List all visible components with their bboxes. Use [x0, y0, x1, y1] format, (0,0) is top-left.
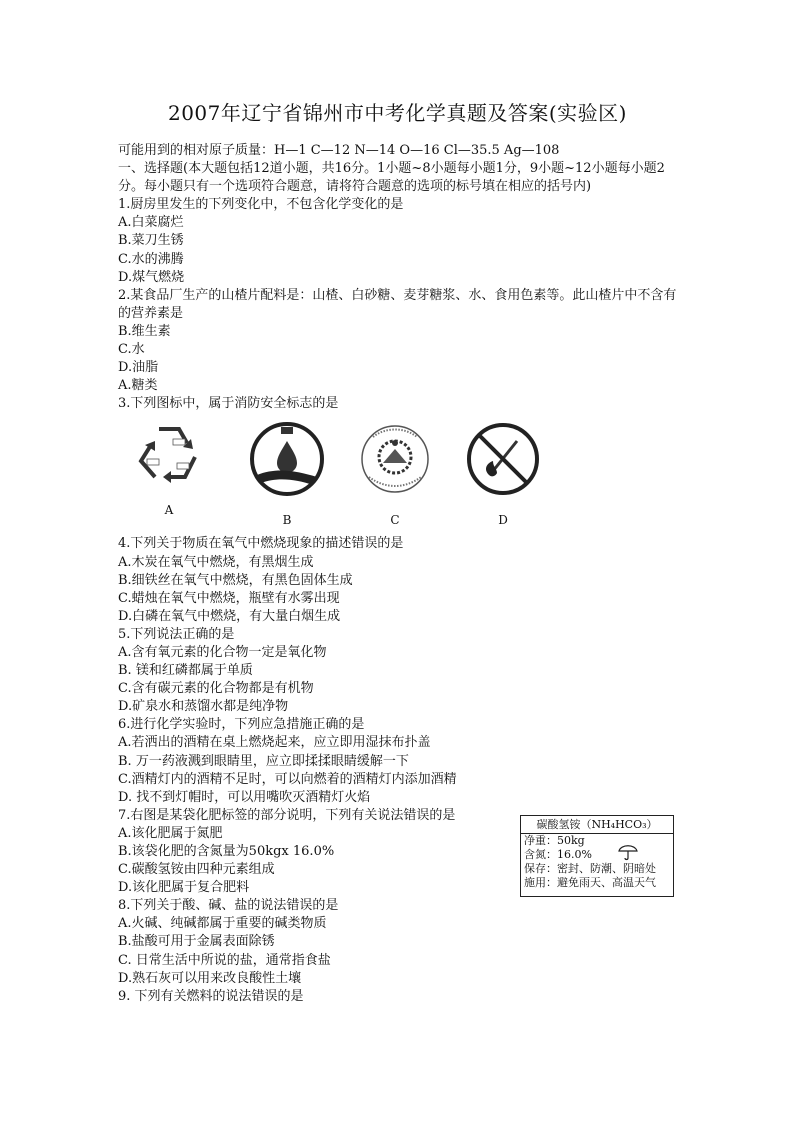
- q3-stem: 3.下列图标中，属于消防安全标志的是: [118, 396, 339, 412]
- q1-option-c: C.水的沸腾: [118, 251, 184, 267]
- q3-icon-label-b: B: [282, 513, 292, 528]
- q8-option-c: C. 日常生活中所说的盐，通常指食盐: [118, 952, 331, 968]
- q7-option-d: D.该化肥属于复合肥料: [118, 880, 250, 896]
- q3-icon-label-a: A: [164, 503, 174, 518]
- fertilizer-label: [520, 815, 674, 897]
- q7-option-a: A.该化肥属于氮肥: [118, 825, 223, 841]
- fertilizer-label-row: 施用：避免雨天、高温天气: [524, 876, 656, 889]
- q8-option-d: D.熟石灰可以用来改良酸性土壤: [118, 970, 302, 986]
- q4-option-d: D.白磷在氧气中燃烧，有大量白烟生成: [118, 608, 341, 624]
- q5-stem: 5.下列说法正确的是: [118, 626, 235, 642]
- q2-option-c: C.水: [118, 342, 145, 358]
- recycle-icon: [129, 419, 209, 489]
- q3-icon-d: [458, 419, 548, 529]
- q7-option-b: B.该袋化肥的含氮量为50kgx 16.0%: [118, 844, 335, 859]
- q1-option-a: A.白菜腐烂: [118, 215, 184, 231]
- q4-option-b: B.细铁丝在氧气中燃烧，有黑色固体生成: [118, 572, 353, 588]
- q5-option-d: D.矿泉水和蒸馏水都是纯净物: [118, 699, 289, 715]
- q3-icon-label-c: C: [390, 513, 400, 528]
- q8-stem: 8.下列关于酸、碱、盐的说法错误的是: [118, 898, 339, 914]
- q3-icon-b: [242, 419, 332, 529]
- q3-icons: [118, 415, 678, 531]
- q6-option-d: D. 找不到灯帽时，可以用嘴吹灭酒精灯火焰: [118, 789, 371, 805]
- q3-icon-label-d: D: [498, 513, 508, 528]
- q3-icon-c: [350, 419, 440, 529]
- page-title: 2007年辽宁省锦州市中考化学真题及答案(实验区): [167, 101, 627, 125]
- fertilizer-label-row: 保存：密封、防潮、阴暗处: [524, 862, 656, 875]
- q1-option-d: D.煤气燃烧: [118, 269, 185, 285]
- q6-option-b: B. 万一药液溅到眼睛里，应立即揉揉眼睛缓解一下: [118, 753, 409, 769]
- q8-option-a: A.火碱、纯碱都属于重要的碱类物质: [118, 916, 327, 932]
- atomic-mass-line: 可能用到的相对原子质量：H—1 C—12 N—14 O—16 Cl—35.5 Ag—108: [118, 143, 560, 158]
- q2-stem: 2.某食品厂生产的山楂片配料是：山楂、白砂糖、麦芽糖浆、水、食用色素等。此山楂片中不含有的营养素是: [118, 287, 677, 321]
- q7-stem: 7.右图是某袋化肥标签的部分说明，下列有关说法错误的是: [118, 807, 456, 823]
- q5-option-c: C.含有碳元素的化合物都是有机物: [118, 681, 314, 697]
- q5-option-b: B. 镁和红磷都属于单质: [118, 663, 253, 679]
- fertilizer-label-row: 含氮：16.0%: [524, 848, 592, 861]
- q6-option-c: C.酒精灯内的酒精不足时，可以向燃着的酒精灯内添加酒精: [118, 771, 457, 787]
- q2-option-d: D.油脂: [118, 360, 159, 376]
- no-matches-icon: [463, 419, 543, 499]
- section-instructions: 一、选择题(本大题包括12道小题，共16分。1小题~8小题每小题1分，9小题~12小题每小题2分。每小题只有一个选项符合题意，请将符合题意的选项的标号填在相应的括号内): [118, 161, 665, 195]
- fertilizer-label-title: 碳酸氢铵（NH₄HCO₃）: [521, 816, 673, 834]
- q2-option-a: A.糖类: [118, 378, 158, 394]
- fertilizer-label-row: 净重：50kg: [524, 834, 585, 847]
- q6-stem: 6.进行化学实验时，下列应急措施正确的是: [118, 717, 365, 733]
- q1-option-b: B.菜刀生锈: [118, 233, 184, 249]
- q9-stem: 9. 下列有关燃料的说法错误的是: [118, 988, 304, 1004]
- environmental-label-icon: [355, 419, 435, 499]
- q4-stem: 4.下列关于物质在氧气中燃烧现象的描述错误的是: [118, 536, 404, 552]
- umbrella-icon: [617, 842, 639, 862]
- q1-stem: 1.厨房里发生的下列变化中，不包含化学变化的是: [118, 197, 404, 213]
- q7-option-c: C.碳酸氢铵由四种元素组成: [118, 862, 275, 878]
- q3-icon-a: [124, 419, 214, 519]
- q6-option-a: A.若洒出的酒精在桌上燃烧起来，应立即用湿抹布扑盖: [118, 735, 431, 751]
- water-drop-sign-icon: [247, 419, 327, 499]
- q4-option-c: C.蜡烛在氧气中燃烧，瓶壁有水雾出现: [118, 590, 340, 606]
- q4-option-a: A.木炭在氧气中燃烧，有黑烟生成: [118, 554, 314, 570]
- q8-option-b: B.盐酸可用于金属表面除锈: [118, 934, 275, 950]
- q5-option-a: A.含有氧元素的化合物一定是氧化物: [118, 644, 327, 660]
- q2-option-b: B.维生素: [118, 323, 171, 339]
